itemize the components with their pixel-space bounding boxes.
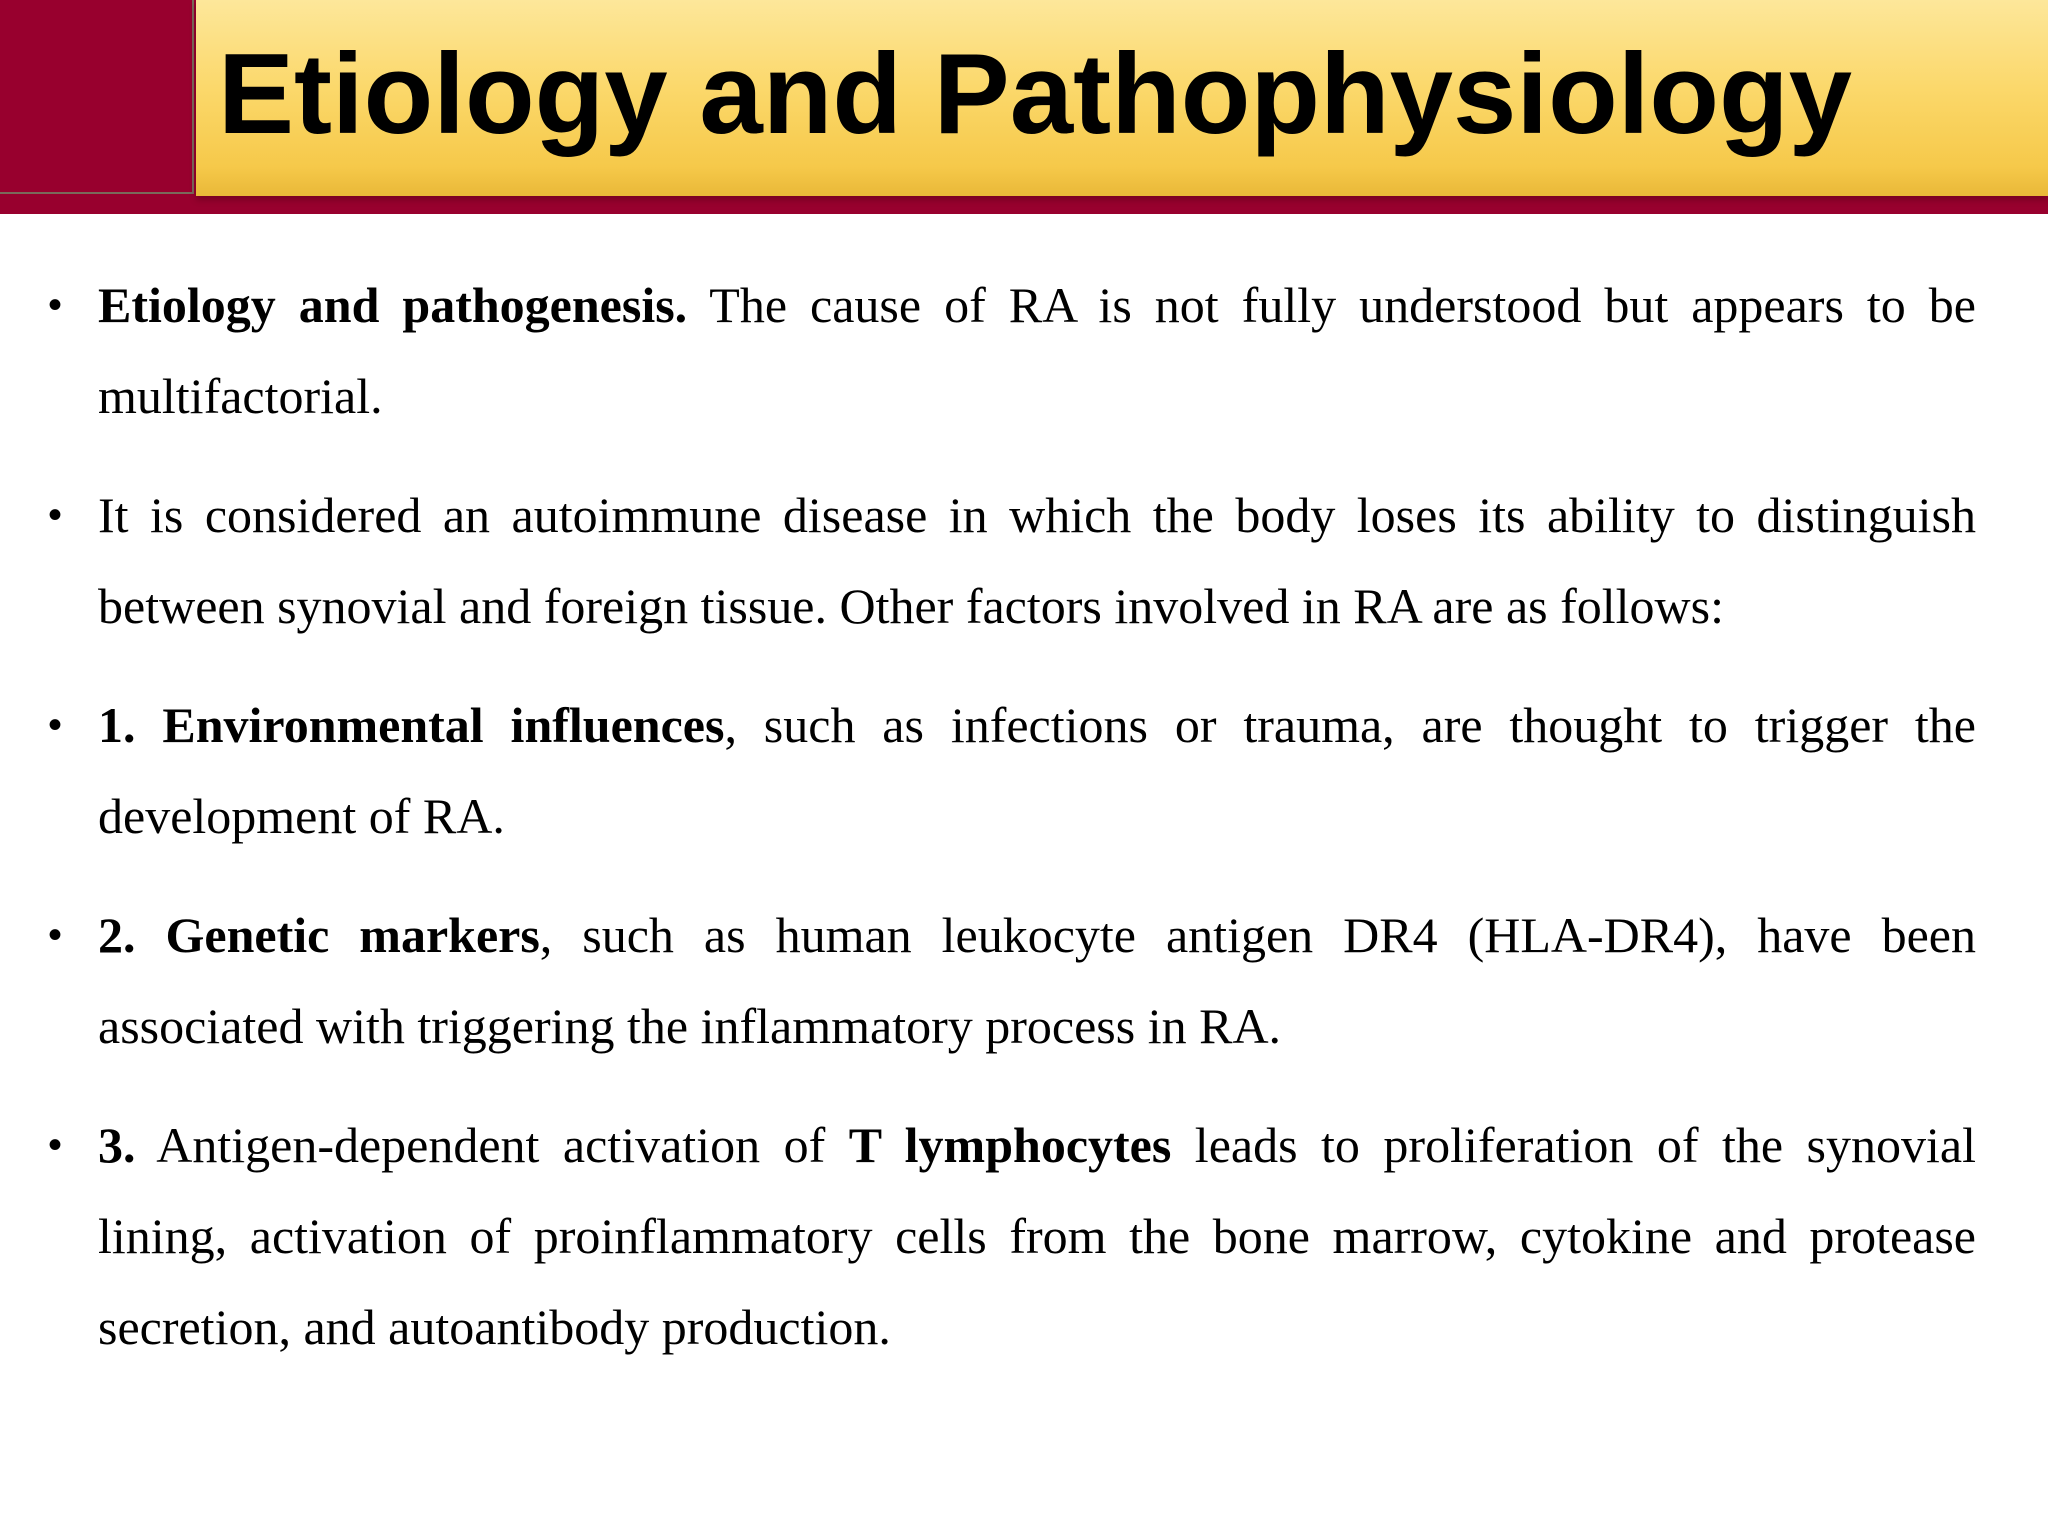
bullet-item-etiology: [48, 260, 1976, 442]
bullet-item-t-lymphocytes: [48, 1100, 1976, 1373]
bullet-icon: •: [48, 703, 63, 747]
bullet-item-genetic: [48, 890, 1976, 1072]
bullet-text: The cause of RA is not fully understood but appears to be multifactorial.: [98, 277, 1976, 424]
bullet-lead: Etiology and pathogenesis.: [98, 277, 688, 333]
slide-title: Etiology and Pathophysiology: [218, 31, 1853, 158]
bullet-lead: 3.: [98, 1117, 136, 1173]
bullet-text: It is considered an autoimmune disease in which the body loses its ability to distinguish between synovial and foreign tissue. Other factors involved in RA are as follows:: [98, 487, 1976, 634]
bullet-lead: 1. Environmental influences: [98, 697, 725, 753]
title-bar: [196, 0, 2048, 196]
bullet-icon: •: [48, 493, 63, 537]
bullet-lead: 2. Genetic markers: [98, 907, 540, 963]
slide-content: [48, 260, 1976, 1401]
bullet-item-environmental: [48, 680, 1976, 862]
bullet-text: Antigen-dependent activation of: [135, 1117, 849, 1173]
bullet-text: , such as infections or trauma, are thought to trigger the development of RA.: [98, 697, 1977, 844]
bullet-text: leads to proliferation of the synovial lining, activation of proinflammatory cells from the bone marrow, cytokine and protease secretion, and autoantibody production.: [98, 1117, 1976, 1355]
bullet-icon: •: [48, 283, 63, 327]
bullet-list: [48, 260, 1976, 1373]
bullet-emphasis: T lymphocytes: [848, 1117, 1172, 1173]
bullet-icon: •: [48, 913, 63, 957]
bullet-icon: •: [48, 1123, 63, 1167]
bullet-item-autoimmune: [48, 470, 1976, 652]
bullet-text: , such as human leukocyte antigen DR4 (HLA-DR4), have been associated with triggering the inflammatory process in RA.: [98, 907, 1977, 1054]
accent-square: [0, 0, 194, 194]
